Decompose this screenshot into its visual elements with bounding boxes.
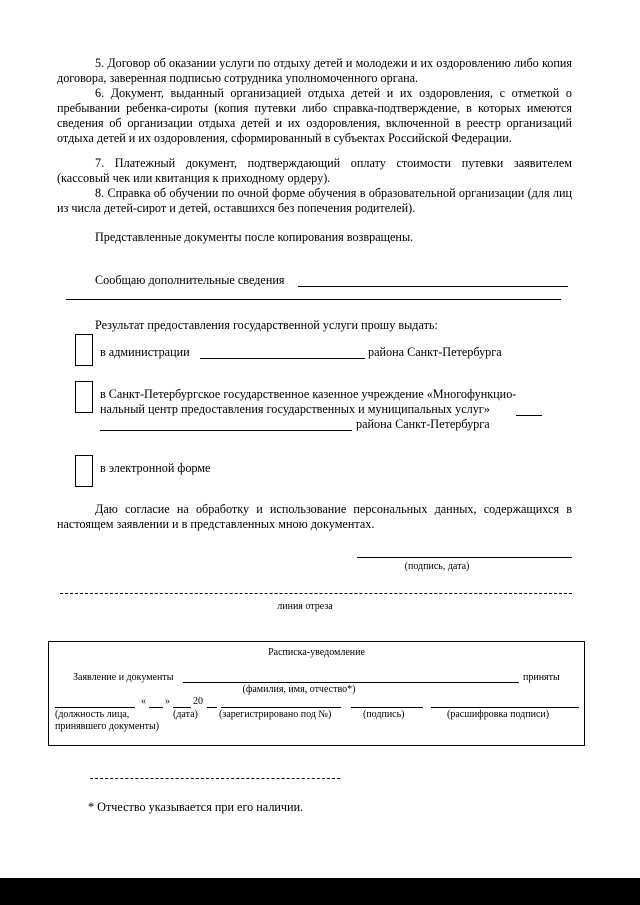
receipt-sign-caption: (подпись) <box>363 709 405 720</box>
receipt-month-field[interactable] <box>173 707 191 708</box>
additional-info-label: Сообщаю дополнительные сведения <box>95 273 285 287</box>
item-7 <box>57 156 572 186</box>
electronic-option: в электронной форме <box>100 461 211 475</box>
result-label: Результат предоставления государственной услуги прошу выдать: <box>95 318 438 332</box>
item-5-text: 5. Договор об оказании услуги по отдыху детей и молодежи и их оздоровлению либо копия договора, заверенная подписью сотрудника уполномоченного органа. <box>57 56 572 85</box>
electronic-checkbox[interactable] <box>75 455 93 487</box>
mfc-district-field[interactable] <box>100 430 352 431</box>
receipt-decode-field[interactable] <box>431 707 579 708</box>
additional-info-field-line2[interactable] <box>66 299 561 300</box>
mfc-option-line2: нальный центр предоставления государственных и муниципальных услуг» <box>100 402 490 416</box>
item-6-text: 6. Документ, выданный организацией отдыха детей и их оздоровления, с отметкой о пребывании ребенка-сироты (копия путевки либо справка-подтверждение, в которых имеются сведения об организации отдыха детей и их оздоровления, включенной в реестр организаций отдыха детей и их оздоровления, сформированный в субъектах Российской Федерации. <box>57 86 572 145</box>
mfc-checkbox[interactable] <box>75 381 93 413</box>
additional-info-field[interactable] <box>298 286 568 287</box>
signature-caption: (подпись, дата) <box>404 561 470 572</box>
receipt-sign-field[interactable] <box>351 707 423 708</box>
mfc-field-end[interactable] <box>516 415 542 416</box>
receipt-date-close: » <box>165 696 170 707</box>
item-6 <box>57 86 572 146</box>
item-8 <box>57 186 572 216</box>
receipt-box <box>48 641 585 746</box>
item-8-text: 8. Справка об обучении по очной форме обучения в образовательной организации (для лиц из числа детей-сирот и детей, оставшихся без попечения родителей). <box>57 186 572 215</box>
receipt-position-caption-2: принявшего документы) <box>55 721 160 732</box>
admin-district-field[interactable] <box>200 358 365 359</box>
receipt-statement-label: Заявление и документы <box>73 672 174 683</box>
receipt-fio-caption: (фамилия, имя, отчество*) <box>242 684 356 695</box>
mfc-option-suffix: района Санкт-Петербурга <box>356 417 490 431</box>
receipt-title: Расписка-уведомление <box>268 647 365 658</box>
item-5 <box>57 56 572 86</box>
receipt-date-caption: (дата) <box>173 709 198 720</box>
receipt-accepted: приняты <box>523 672 560 683</box>
receipt-year-field[interactable] <box>207 707 217 708</box>
footnote-separator <box>90 778 340 779</box>
mfc-option-line1: в Санкт-Петербургское государственное казенное учреждение «Многофункцио- <box>100 387 517 401</box>
receipt-position-field[interactable] <box>55 707 135 708</box>
receipt-day-field[interactable] <box>149 707 163 708</box>
receipt-position-caption-1: (должность лица, <box>55 709 130 720</box>
returned-note: Представленные документы после копирования возвращены. <box>95 230 414 244</box>
receipt-decode-caption: (расшифровка подписи) <box>447 709 550 720</box>
receipt-reg-field[interactable] <box>221 707 341 708</box>
cut-line-caption: линия отреза <box>277 601 333 612</box>
consent-text-body: Даю согласие на обработку и использование персональных данных, содержащихся в настоящем заявлении и в представленных мною документах. <box>57 502 572 531</box>
scan-bottom-border <box>0 878 640 905</box>
receipt-year-prefix: 20 <box>193 696 203 707</box>
consent-text <box>57 502 572 532</box>
signature-field[interactable] <box>357 557 572 558</box>
cut-line <box>60 593 572 594</box>
item-7-text: 7. Платежный документ, подтверждающий оплату стоимости путевки заявителем (кассовый чек или квитанция к приходному ордеру). <box>57 156 572 185</box>
admin-option-prefix: в администрации <box>100 345 190 359</box>
admin-checkbox[interactable] <box>75 334 93 366</box>
receipt-date-open: « <box>141 696 146 707</box>
admin-option-suffix: района Санкт-Петербурга <box>368 345 502 359</box>
footnote: * Отчество указывается при его наличии. <box>88 800 304 814</box>
receipt-reg-caption: (зарегистрировано под №) <box>219 709 332 720</box>
receipt-fio-field[interactable] <box>183 682 519 683</box>
